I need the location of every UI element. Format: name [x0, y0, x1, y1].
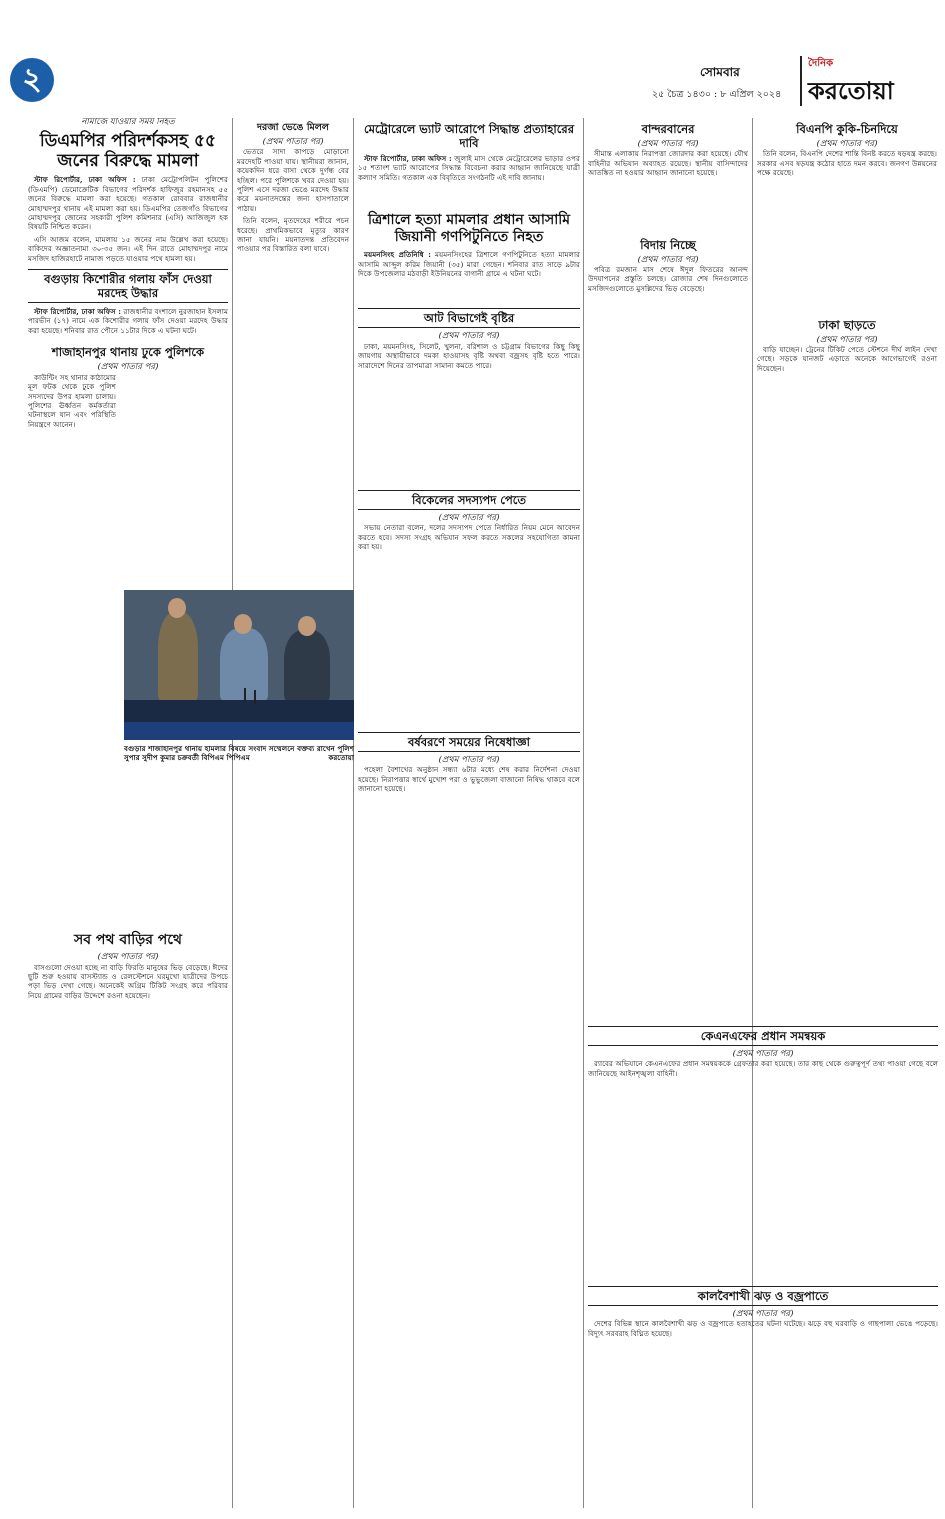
- column-rule: [353, 118, 354, 1508]
- article-body: এসি আজম বলেন, মামলায় ১৫ জনের নাম উল্লেখ করা হয়েছে। বাকিদের অজ্ঞাতনামা ৩০-৩৫ জন। এই দিন রাতে মোহাম্মদপুর নামে মসজিদ হাজিরহাটে নামাজ পড়তে যাওয়ার পথে হামলা হয়।: [28, 234, 228, 263]
- column-3: [358, 118, 580, 1508]
- wide-story-storm: [588, 1280, 938, 1500]
- continuation-note: (প্রথম পাতার পর): [438, 513, 500, 524]
- continuation-note: (প্রথম পাতার পর): [97, 362, 159, 373]
- photo-credit: করতোয়া: [328, 753, 354, 762]
- continuation-note: (প্রথম পাতার পর): [262, 137, 324, 147]
- logo-big-text: করতোয়া: [808, 77, 894, 105]
- article-body: বাসগুলো দেওয়া হচ্ছে না বাড়ি ফিরতি মানুষের ভিড় বেড়েছে। ঈদের ছুটি শুরু হওয়ায় বাসস্ট্যান্ড ও রেলস্টেশনে ঘরমুখো যাত্রীদের উপচে পড়া ভিড় দেখা গেছে। অনেকেই অগ্রিম টিকিট সংগ্রহ করে পরিবার নিয়ে গ্রামের বাড়ির উদ্দেশে রওনা হয়েছেন।: [28, 962, 228, 1000]
- photo-person-head: [234, 614, 252, 634]
- photo-person-head: [168, 598, 186, 618]
- byline: স্টাফ রিপোর্টার, ঢাকা অফিস :: [34, 175, 136, 185]
- headline: আট বিভাগেই বৃষ্টির: [358, 308, 580, 328]
- article-body: জুলাই মাস থেকে মেট্রোরেলের ভাড়ার ওপর ১৫ শতাংশ ভ্যাট আরোপের সিদ্ধান্ত বিবেচনা করার আহ্বান জানিয়েছে যাত্রী কল্যাণ সমিতি। গতকাল এক বিবৃতিতে সংগঠনটি এই দাবি জানায়।: [358, 154, 580, 182]
- headline: বিএনপি কুকি-চিনদিয়ে: [796, 122, 898, 136]
- article-body: দেশের বিভিন্ন স্থানে কালবৈশাখী ঝড় ও বজ্রপাতে হতাহতের ঘটনা ঘটেছে। ঝড়ে বহু ঘরবাড়ি ও গাছপালা ভেঙে পড়েছে। বিদ্যুৎ সরবরাহ বিঘ্নিত হয়েছে।: [588, 1319, 938, 1338]
- article-body: পবিত্র রমজান মাস শেষে ঈদুল ফিতরের আনন্দ উদযাপনের প্রস্তুতি চলছে। রোজার শেষ দিনগুলোতে মসজিদগুলোতে মুসল্লিদের ভিড় বেড়েছে।: [588, 265, 748, 293]
- headline: কেএনএফের প্রধান সমন্বয়ক: [588, 1026, 938, 1046]
- article-body: সভায় নেতারা বলেন, দলের সদস্যপদ পেতে নির্ধারিত নিয়ম মেনে আবেদন করতে হবে। সদস্য সংগ্রহ অভিযান সফল করতে সকলের সহযোগিতা কামনা করা হয়।: [358, 523, 580, 552]
- continuation-note: (প্রথম পাতার পর): [637, 254, 699, 265]
- column-1: [28, 118, 228, 1508]
- kicker: নামাজে যাওয়ার সময় নিহত: [81, 118, 175, 127]
- article-body: রাজধানীর বংশালে নুরজাহান ইসলাম পারভীন (১৭) নামে এক কিশোরীর গলায় ফাঁস দেওয়া মরদেহ উদ্ধার করা হয়েছে। শনিবার রাত পৌনে ১১টার দিকে এ ঘটনা ঘটে।: [28, 307, 228, 335]
- article-body: ভেতরে সাদা কাপড়ে মোড়ানো মরদেহটি পাওয়া যায়। স্থানীয়রা জানান, কয়েকদিন ধরে বাসা থেকে দুর্গন্ধ বের হচ্ছিল। পরে পুলিশকে খবর দেওয়া হয়। পুলিশ এসে দরজা ভেঙে মরদেহ উদ্ধার করে ময়নাতদন্তের জন্য হাসপাতালে পাঠায়।: [237, 147, 349, 213]
- byline: স্টাফ রিপোর্টার, ঢাকা অফিস :: [364, 154, 452, 163]
- press-conference-photo: [124, 590, 354, 740]
- continuation-note: (প্রথম পাতার পর): [732, 1309, 794, 1319]
- byline: ময়মনসিংহ প্রতিনিধি :: [364, 250, 431, 260]
- article-body: ঢাকা মেট্রোপলিটন পুলিশের (ডিএমপি) ডেমোক্রেটিক বিভাগের পরিদর্শক হাফিজুর রহমানসহ ৫৫ জনের বিরুদ্ধে মামলা করা হয়েছে। গতকাল রোববার রাজধানীর মোহাম্মদপুর থানায় এই মামলা করা হয়। ডিএমপির তেজগাঁও বিভাগের মোহাম্মদপুর জোনের সহকারী পুলিশ কমিশনার (এসি) আজিজুল হক বিষয়টি নিশ্চিত করেন।: [28, 175, 228, 232]
- article-body: তিনি বলেন, বিএনপি দেশের শান্তি বিনষ্ট করতে ষড়যন্ত্র করছে। সরকার এসব ষড়যন্ত্র কঠোর হাতে দমন করবে। জনগণ উন্নয়নের পক্ষে রয়েছে।: [757, 149, 937, 178]
- photo-person-head: [298, 616, 316, 636]
- microphone-icon: [244, 688, 246, 702]
- headline: বগুড়ায় কিশোরীর গলায় ফাঁস দেওয়া মরদেহ উদ্ধার: [28, 269, 228, 303]
- masthead-day: সোমবার: [700, 65, 740, 79]
- headline: ডিএমপির পরিদর্শকসহ ৫৫ জনের বিরুদ্ধে মামলা: [39, 131, 217, 172]
- headline: মেট্রোরেলে ভ্যাট আরোপে সিদ্ধান্ত প্রত্যাহারের দাবি: [363, 122, 575, 150]
- headline: বিকেলের সদস্যপদ পেতে: [358, 490, 580, 510]
- continuation-note: (প্রথম পাতার পর): [97, 952, 159, 963]
- continuation-note: (প্রথম পাতার পর): [732, 1049, 794, 1059]
- article-body: কাউন্টিং সহ থানার কাঠামোর মূল ফটক থেকে ঢুকে পুলিশ সদস্যদের উপর হামলা চালায়। পুলিশের ঊর্ধ্বতন কর্মকর্তারা ঘটনাস্থলে যান এবং পরিস্থিতি নিয়ন্ত্রণে আনেন।: [28, 372, 116, 429]
- article-body: ময়মনসিংহের ত্রিশালে গণপিটুনিতে হত্যা মামলার আসামি আব্দুল করিম জিয়ানী (৩৫) মারা গেছেন। শনিবার রাত সাড়ে ৯টার দিকে উপজেলার মঠবাড়ী ইউনিয়নের বাগানী গ্রামে এ ঘটনা ঘটে।: [358, 250, 580, 279]
- headline: বান্দরবানের: [641, 122, 695, 136]
- column-2: [237, 118, 349, 618]
- logo-small-text: দৈনিক: [808, 58, 834, 69]
- wide-story-knf: [588, 1020, 938, 1220]
- continuation-note: (প্রথম পাতার পর): [637, 139, 699, 149]
- page-number-badge: ২: [10, 58, 54, 102]
- continuation-note: (প্রথম পাতার পর): [438, 754, 500, 765]
- headline: শাজাহানপুর থানায় ঢুকে পুলিশকে: [51, 345, 205, 360]
- article-body: পহেলা বৈশাখের অনুষ্ঠান সন্ধ্যা ৬টার মধ্যে শেষ করার নির্দেশনা দেওয়া হয়েছে। নিরাপত্তার স্বার্থে মুখোশ পরা ও ভুভুজেলা বাজানো নিষিদ্ধ থাকবে বলে জানানো হয়েছে।: [358, 765, 580, 793]
- column-rule: [583, 118, 584, 1508]
- photo-caption: [124, 744, 354, 762]
- continuation-note: (প্রথম পাতার পর): [816, 334, 878, 345]
- column-rule: [232, 118, 233, 1508]
- article-body: ঢাকা, ময়মনসিংহ, সিলেট, খুলনা, বরিশাল ও চট্টগ্রাম বিভাগের কিছু কিছু জায়গায় অস্থায়ীভাবে দমকা হাওয়াসহ বৃষ্টি অথবা বজ্রসহ বৃষ্টি হতে পারে। সারাদেশে দিনের তাপমাত্রা সামান্য কমতে পারে।: [358, 341, 580, 370]
- newspaper-logo: [800, 56, 925, 106]
- article-body: তিনি বলেন, মৃতদেহের শরীরে পচন ধরেছে। প্রাথমিকভাবে মৃত্যুর কারণ জানা যায়নি। ময়নাতদন্ত প্রতিবেদন পাওয়ার পর বিস্তারিত বলা যাবে।: [237, 216, 349, 254]
- photo-person: [284, 630, 330, 702]
- byline: স্টাফ রিপোর্টার, ঢাকা অফিস :: [34, 307, 121, 317]
- article-body: বাড়ি যাচ্ছেন। ট্রেনের টিকিট পেতে স্টেশনে দীর্ঘ লাইন দেখা গেছে। সড়কে যানজট এড়াতে অনেকে আগেভাগেই রওনা দিয়েছেন।: [757, 345, 937, 373]
- article-body: সীমান্ত এলাকায় নিরাপত্তা জোরদার করা হয়েছে। যৌথ বাহিনীর অভিযান অব্যাহত রয়েছে। স্থানীয় বাসিন্দাদের আতঙ্কিত না হওয়ার আহ্বান জানানো হয়েছে।: [588, 149, 748, 178]
- headline: কালবৈশাখী ঝড় ও বজ্রপাতে: [588, 1286, 938, 1306]
- headline: সব পথ বাড়ির পথে: [74, 932, 182, 949]
- headline: বর্ষবরণে সময়ের নিষেধাজ্ঞা: [358, 732, 580, 752]
- headline: দরজা ভেঙে মিলল: [257, 122, 329, 133]
- headline: ঢাকা ছাড়তে: [818, 317, 876, 332]
- continuation-note: (প্রথম পাতার পর): [438, 331, 500, 342]
- photo-person: [158, 612, 198, 702]
- continuation-note: (প্রথম পাতার পর): [816, 139, 878, 149]
- headline: ত্রিশালে হত্যা মামলার প্রধান আসামি জিয়ানী গণপিটুনিতে নিহত: [367, 212, 571, 246]
- photo-caption-text: বগুড়ার শাজাহানপুর থানায় হামলার বিষয়ে সংবাদ সম্মেলনে বক্তব্য রাখেন পুলিশ সুপার সুদীপ কুমার চক্রবর্তী বিপিএম পিপিএম: [124, 744, 354, 762]
- masthead: [0, 0, 945, 110]
- headline: বিদায় নিচ্ছে: [640, 237, 696, 252]
- photo-banner: [124, 722, 354, 740]
- column-5: [757, 118, 937, 818]
- microphone-icon: [254, 690, 256, 704]
- article-body: র‌্যাবের অভিযানে কেএনএফের প্রধান সমন্বয়ককে গ্রেফতার করা হয়েছে। তার কাছ থেকে গুরুত্বপূর্ণ তথ্য পাওয়া গেছে বলে জানিয়েছে আইনশৃঙ্খলা বাহিনী।: [588, 1059, 938, 1078]
- photo-table: [124, 700, 354, 722]
- masthead-date: ২৫ চৈত্র ১৪৩০ : ৮ এপ্রিল ২০২৪: [652, 89, 782, 100]
